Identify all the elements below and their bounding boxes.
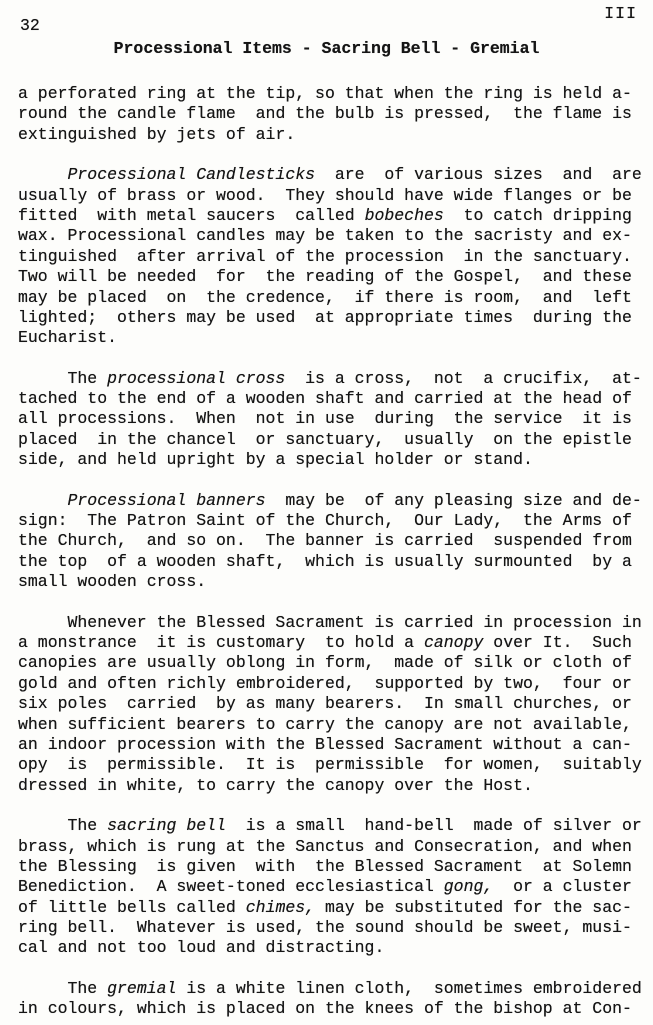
- text-line: [18, 308, 646, 328]
- text-line: [18, 633, 646, 653]
- text-segment: six poles carried by as many bearers. In small churches, or: [18, 694, 632, 714]
- text-line: [18, 674, 646, 694]
- text-segment: over It. Such: [483, 632, 632, 652]
- text-line: [18, 226, 646, 246]
- italic-term: gong,: [443, 877, 494, 897]
- italic-term: canopy: [423, 632, 484, 652]
- text-line: [18, 531, 646, 551]
- text-line: [18, 613, 646, 633]
- italic-term: Processional Candlesticks: [67, 165, 316, 185]
- text-line: [18, 165, 646, 185]
- text-segment: may be placed on the credence, if there is room, and left: [18, 287, 632, 307]
- page-title: Processional Items - Sacring Bell - Gremial: [113, 39, 540, 58]
- text-line: [18, 694, 646, 714]
- text-line: [18, 430, 646, 450]
- text-segment: the Church, and so on. The banner is carried suspended from: [18, 531, 632, 551]
- text-line: [18, 572, 646, 592]
- text-segment: wax. Processional candles may be taken to the sacristy and ex-: [18, 226, 632, 246]
- paragraph: [18, 369, 646, 471]
- text-segment: may be substituted for the sac-: [315, 897, 632, 917]
- text-segment: Two will be needed for the reading of the Gospel, and these: [18, 267, 632, 287]
- text-segment: an indoor procession with the Blessed Sacrament without a can-: [18, 734, 632, 754]
- header-chapter-numeral: III: [604, 4, 637, 23]
- text-segment: a monstrance it is customary to hold a: [18, 632, 424, 652]
- text-segment: dressed in white, to carry the canopy over the Host.: [18, 775, 533, 795]
- text-line: [18, 877, 646, 897]
- text-line: [18, 450, 646, 470]
- text-line: [18, 328, 646, 348]
- text-segment: Eucharist.: [18, 328, 118, 348]
- text-line: [18, 816, 646, 836]
- text-line: [18, 837, 646, 857]
- text-segment: of little bells called: [18, 897, 246, 917]
- italic-term: sacring bell: [107, 816, 226, 836]
- text-line: [18, 267, 646, 287]
- text-line: [18, 979, 646, 999]
- text-segment: lighted; others may be used at appropriate times during the: [18, 307, 632, 327]
- text-line: [18, 653, 646, 673]
- paragraph: [18, 165, 646, 349]
- paragraph: [18, 491, 646, 593]
- text-segment: is a cross, not a crucifix, at-: [285, 368, 642, 388]
- text-line: [18, 715, 646, 735]
- italic-term: Processional banners: [67, 490, 266, 510]
- text-line: [18, 288, 646, 308]
- text-segment: cal and not too loud and distracting.: [18, 938, 385, 958]
- text-segment: tinguished after arrival of the procession in the sanctuary.: [18, 246, 632, 266]
- text-segment: fitted with metal saucers called: [18, 205, 365, 225]
- italic-term: chimes,: [245, 897, 316, 917]
- text-segment: the Blessing is given with the Blessed Sacrament at Solemn: [18, 856, 632, 876]
- text-segment: tached to the end of a wooden shaft and carried at the head of: [18, 389, 632, 409]
- text-segment: The: [67, 368, 108, 388]
- text-segment: small wooden cross.: [18, 572, 207, 592]
- text-segment: brass, which is rung at the Sanctus and Consecration, and when: [18, 836, 632, 856]
- text-segment: placed in the chancel or sanctuary, usually on the epistle: [18, 429, 632, 449]
- paragraph: [18, 816, 646, 959]
- text-segment: Benediction. A sweet-toned ecclesiastical: [18, 877, 444, 897]
- text-line: [18, 999, 646, 1019]
- text-segment: The: [67, 978, 108, 998]
- text-segment: sign: The Patron Saint of the Church, Our Lady, the Arms of: [18, 511, 632, 531]
- text-line: [18, 735, 646, 755]
- text-line: [18, 938, 646, 958]
- text-line: [18, 898, 646, 918]
- text-line: [18, 857, 646, 877]
- text-segment: usually of brass or wood. They should have wide flanges or be: [18, 185, 632, 205]
- text-line: [18, 104, 646, 124]
- text-line: [18, 389, 646, 409]
- paragraph: [18, 613, 646, 797]
- text-segment: is a white linen cloth, sometimes embroidered: [176, 978, 642, 998]
- text-line: [18, 409, 646, 429]
- text-line: [18, 511, 646, 531]
- text-segment: in colours, which is placed on the knees of the bishop at Con-: [18, 999, 632, 1019]
- text-line: [18, 369, 646, 389]
- text-line: [18, 206, 646, 226]
- text-line: [18, 755, 646, 775]
- text-line: [18, 552, 646, 572]
- text-line: [18, 918, 646, 938]
- text-segment: gold and often richly embroidered, supported by two, four or: [18, 673, 632, 693]
- paragraph: [18, 979, 646, 1020]
- text-segment: extinguished by jets of air.: [18, 124, 296, 144]
- document-body: [18, 84, 646, 1025]
- italic-term: gremial: [107, 978, 177, 998]
- text-segment: are of various sizes and are: [315, 165, 642, 185]
- text-line: [18, 186, 646, 206]
- text-segment: round the candle flame and the bulb is pressed, the flame is: [18, 104, 632, 124]
- text-line: [18, 247, 646, 267]
- text-line: [18, 776, 646, 796]
- text-segment: The: [67, 816, 108, 836]
- text-segment: all processions. When not in use during the service it is: [18, 409, 632, 429]
- paragraph: [18, 84, 646, 145]
- italic-term: bobeches: [364, 205, 444, 225]
- italic-term: processional cross: [107, 368, 286, 388]
- text-segment: may be of any pleasing size and de-: [265, 490, 642, 510]
- text-segment: when sufficient bearers to carry the canopy are not available,: [18, 714, 632, 734]
- text-segment: is a small hand-bell made of silver or: [225, 816, 642, 836]
- text-segment: to catch dripping: [443, 205, 632, 225]
- page-number: 32: [20, 16, 40, 35]
- text-segment: a perforated ring at the tip, so that when the ring is held a-: [18, 84, 632, 103]
- text-segment: opy is permissible. It is permissible for women, suitably: [18, 755, 642, 775]
- text-line: [18, 491, 646, 511]
- text-segment: canopies are usually oblong in form, made of silk or cloth of: [18, 653, 632, 673]
- text-line: [18, 84, 646, 104]
- text-segment: the top of a wooden shaft, which is usually surmounted by a: [18, 551, 632, 571]
- text-segment: Whenever the Blessed Sacrament is carried in procession in: [67, 612, 642, 632]
- text-line: [18, 125, 646, 145]
- text-segment: ring bell. Whatever is used, the sound should be sweet, musi-: [18, 918, 632, 938]
- text-segment: or a cluster: [493, 877, 632, 897]
- text-segment: side, and held upright by a special holder or stand.: [18, 450, 533, 470]
